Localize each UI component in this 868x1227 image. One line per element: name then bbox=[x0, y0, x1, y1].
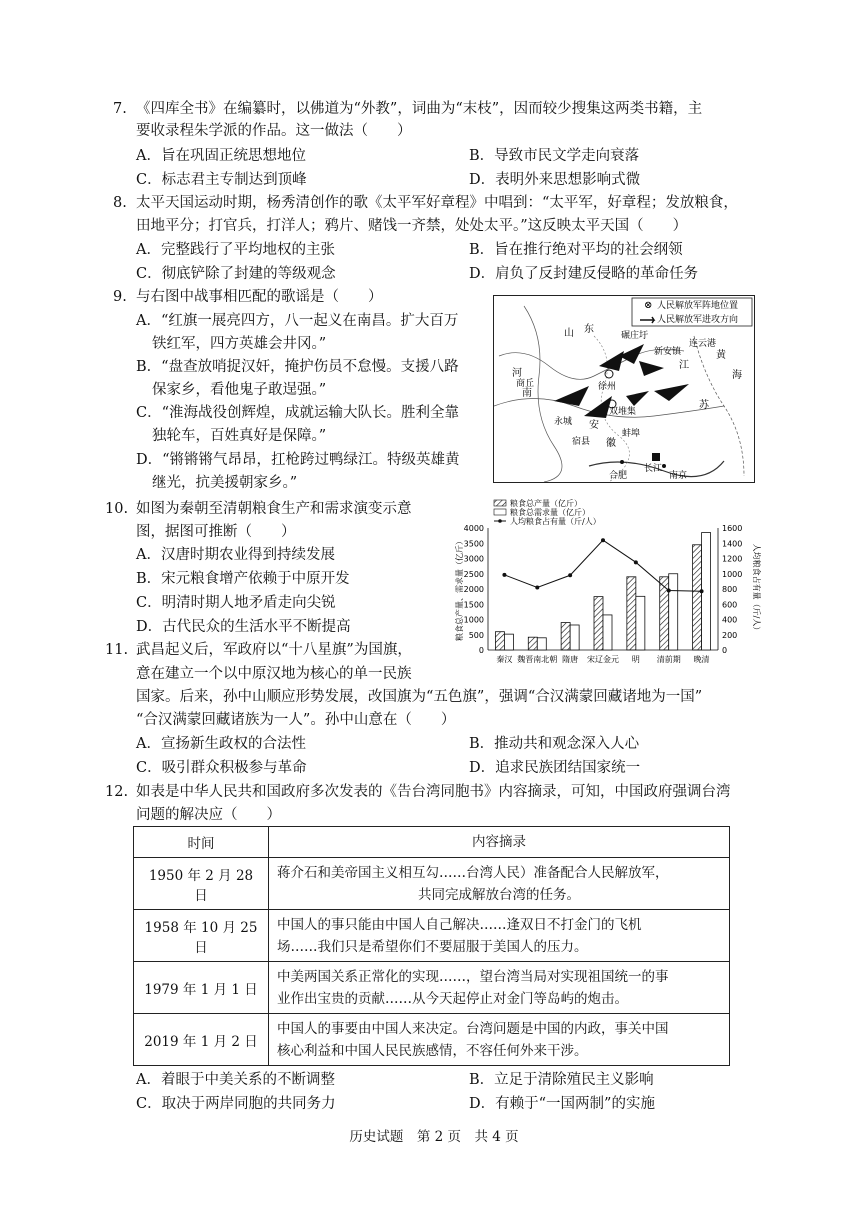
x-tick-label: 明 bbox=[631, 655, 640, 664]
q7-option-b[interactable]: B．导致市民文学走向衰落 bbox=[469, 148, 640, 164]
content-line: 中国人的事只能由中国人自己解决……逢双日不打金门的飞机 bbox=[277, 916, 642, 933]
q12-stem-line1: 如表是中华人民共和国政府多次发表的《告台湾同胞书》内容摘录，可知，中国政府强调台湾 bbox=[136, 784, 731, 800]
per-capita-point bbox=[568, 573, 572, 577]
per-capita-point bbox=[535, 585, 539, 589]
map-label: 长江 bbox=[644, 464, 663, 474]
per-capita-point bbox=[634, 560, 638, 564]
content-line: 中国人的事要由中国人来决定。台湾问题是中国的内政，事关中国 bbox=[277, 1020, 669, 1037]
q10-stem-line2: 图，据图可推断（ ） bbox=[136, 524, 296, 540]
q12-option-c[interactable]: C．取决于两岸同胞的共同务力 bbox=[136, 1096, 336, 1112]
x-tick-label: 晚清 bbox=[693, 655, 710, 664]
q10-option-c[interactable]: C．明清时期人地矛盾走向尖锐 bbox=[136, 595, 336, 611]
q11-stem-line2: 意在建立一个以中原汉地为核心的单一民族 bbox=[136, 666, 412, 682]
y-tick-label: 3500 bbox=[463, 539, 484, 549]
y-tick-label: 2500 bbox=[463, 569, 484, 579]
legend-swatch-percapita-dot bbox=[498, 519, 502, 523]
y-tick-label: 2000 bbox=[463, 585, 484, 594]
legend-swatch-demand bbox=[494, 509, 506, 515]
map-label: 安 bbox=[589, 420, 599, 431]
y-tick-label: 4000 bbox=[463, 524, 484, 533]
map-label: 连云港 bbox=[689, 339, 717, 349]
content-line: 蒋介石和美帝国主义相互勾……台湾人民）准备配合人民解放军， bbox=[277, 864, 669, 881]
table-row bbox=[134, 910, 730, 962]
q8-stem-line2: 田地平分；打官兵，打洋人；鸦片、赌饯一齐禁，处处太平。”这反映太平天国（ ） bbox=[136, 218, 688, 234]
map-label: 碾庄圩 bbox=[621, 331, 649, 341]
legend-demand: 粮食总需求量（亿斤） bbox=[510, 508, 590, 517]
q9-option-c[interactable]: C．“淮海战役创辉煌，成就运输大队长。胜利全靠 bbox=[136, 405, 460, 421]
bar-demand bbox=[570, 625, 579, 650]
q8-option-b[interactable]: B．旨在推行绝对平均的社会纲领 bbox=[469, 242, 683, 258]
q9-stem: 与右图中战事相匹配的歌谣是（ ） bbox=[136, 289, 383, 305]
table-cell-time: 1979 年 1 月 1 日 bbox=[134, 962, 269, 1014]
map-label: 河 bbox=[512, 368, 522, 379]
q10-stem-line1: 如图为秦朝至清朝粮食生产和需求演变示意 bbox=[136, 501, 412, 517]
svg-text:⊗: ⊗ bbox=[644, 300, 653, 311]
legend-percapita: 人均粮食占有量（斤/人） bbox=[510, 517, 601, 526]
q10-number: 10. bbox=[105, 501, 129, 517]
y2-tick-label: 200 bbox=[722, 630, 738, 640]
x-tick-label: 魏晋南北朝 bbox=[517, 655, 558, 664]
table-cell-content bbox=[269, 1014, 730, 1066]
q7-option-d[interactable]: D．表明外来思想影响式微 bbox=[469, 172, 641, 188]
bar-demand bbox=[537, 638, 546, 650]
q12-option-b[interactable]: B．立足于清除殖民主义影响 bbox=[469, 1072, 654, 1088]
x-tick-label: 宋辽金元 bbox=[587, 655, 619, 664]
table-header-content: 内容摘录 bbox=[269, 827, 730, 858]
map-label: 商丘 bbox=[516, 379, 535, 389]
table-row bbox=[134, 962, 730, 1014]
per-capita-point bbox=[700, 589, 704, 593]
table-row bbox=[134, 1014, 730, 1066]
q8-option-a[interactable]: A．完整践行了平均地权的主张 bbox=[136, 242, 335, 258]
table-cell-time: 2019 年 1 月 2 日 bbox=[134, 1014, 269, 1066]
y2-tick-label: 1000 bbox=[722, 569, 743, 579]
content-line: 业作出宝贵的贡献……从今天起停止对金门等岛屿的炮击。 bbox=[277, 990, 628, 1007]
map-label: 永城 bbox=[554, 417, 573, 427]
page-footer: 历史试题 第 2 页 共 4 页 bbox=[349, 1129, 519, 1145]
legend-production: 粮食总产量（亿斤） bbox=[510, 499, 582, 508]
q11-stem-line3: 国家。后来，孙中山顺应形势发展，改国旗为“五色旗”，强调“合汉满蒙回藏诸地为一国” bbox=[136, 689, 703, 705]
y2-tick-label: 1600 bbox=[722, 524, 743, 533]
map-legend-attack: 人民解放军进攻方向 bbox=[657, 315, 739, 325]
bar-demand bbox=[603, 615, 612, 650]
q10-option-b[interactable]: B．宋元粮食增产依赖于中原开发 bbox=[136, 571, 350, 587]
content-line: 共同完成解放台湾的任务。 bbox=[418, 886, 580, 903]
q10-option-d[interactable]: D．古代民众的生活水平不断提高 bbox=[136, 619, 351, 635]
y2-tick-label: 600 bbox=[722, 600, 738, 610]
x-tick-label: 清前期 bbox=[656, 655, 681, 664]
q11-number: 11. bbox=[105, 642, 129, 658]
y-tick-label: 1500 bbox=[463, 600, 484, 610]
table-cell-time: 1958 年 10 月 25 日 bbox=[134, 910, 269, 962]
battle-map bbox=[493, 295, 755, 483]
y-tick-label: 1000 bbox=[463, 615, 484, 625]
map-label: 新安镇 bbox=[654, 347, 682, 357]
per-capita-point bbox=[667, 589, 671, 593]
y2-tick-label: 800 bbox=[722, 585, 738, 594]
q12-stem-line2: 问题的解决应（ ） bbox=[136, 807, 281, 823]
bar-production bbox=[627, 577, 636, 650]
table-row bbox=[134, 858, 730, 910]
y2-tick-label: 1400 bbox=[722, 539, 743, 549]
map-label: 徐州 bbox=[598, 382, 617, 392]
y2-tick-label: 0 bbox=[722, 646, 728, 655]
q8-option-c[interactable]: C．彻底铲除了封建的等级观念 bbox=[136, 266, 336, 282]
map-label: 蚌埠 bbox=[622, 429, 641, 439]
table-cell-time: 1950 年 2 月 28 日 bbox=[134, 858, 269, 910]
y2-tick-label: 1200 bbox=[722, 554, 743, 564]
bar-production bbox=[561, 623, 570, 650]
content-line: 中美两国关系正常化的实现……，望台湾当局对实现祖国统一的事 bbox=[277, 968, 669, 985]
q9-number: 9. bbox=[113, 289, 127, 305]
map-label: 双堆集 bbox=[609, 407, 637, 417]
bar-demand bbox=[669, 574, 678, 650]
map-label: 宿县 bbox=[572, 437, 591, 447]
map-label: 东 bbox=[584, 324, 594, 335]
q7-number: 7. bbox=[113, 101, 127, 117]
q12-number: 12. bbox=[105, 784, 129, 800]
q7-option-c[interactable]: C．标志君主专制达到顶峰 bbox=[136, 172, 307, 188]
q9-option-a[interactable]: A．“红旗一展亮四方，八一起义在南昌。扩大百万 bbox=[136, 313, 459, 329]
q9-option-c-cont: 独轮车，百姓真好是保障。” bbox=[152, 428, 327, 444]
q12-option-a[interactable]: A．着眼于中美关系的不断调整 bbox=[136, 1072, 335, 1088]
q7-option-a[interactable]: A．旨在巩固正统思想地位 bbox=[136, 148, 306, 164]
grain-chart bbox=[436, 498, 764, 668]
per-capita-point bbox=[502, 573, 506, 577]
bar-production bbox=[660, 577, 669, 650]
q9-option-b-cont: 保家乡，看他鬼子敢逞强。” bbox=[152, 382, 327, 398]
q11-option-c[interactable]: C．吸引群众积极参与革命 bbox=[136, 760, 307, 776]
map-label: 山 bbox=[564, 328, 574, 339]
bar-production bbox=[693, 545, 702, 650]
content-line: 核心利益和中国人民民族感情，不容任何外来干涉。 bbox=[277, 1042, 588, 1059]
q11-option-d[interactable]: D．追求民族团结国家统一 bbox=[469, 760, 641, 776]
q8-number: 8. bbox=[113, 195, 127, 211]
x-tick-label: 隋唐 bbox=[562, 655, 579, 664]
map-label: 南 bbox=[522, 388, 532, 399]
bar-demand bbox=[636, 596, 645, 650]
q9-option-d-cont: 继光，抗美援朝家乡。” bbox=[152, 475, 298, 491]
battle-map-svg bbox=[494, 296, 754, 482]
table-header-row bbox=[134, 827, 730, 858]
q9-option-b[interactable]: B．“盘查放哨捉汉奸，掩护伤员不怠慢。支援八路 bbox=[136, 359, 459, 375]
table-header-time: 时间 bbox=[134, 827, 269, 858]
bar-production bbox=[594, 597, 603, 650]
letters-table bbox=[133, 826, 730, 1066]
q9-option-d[interactable]: D．“锵锵锵气昂昂，扛枪跨过鸭绿江。特级英雄黄 bbox=[136, 452, 460, 468]
q11-option-b[interactable]: B．推动共和观念深入人心 bbox=[469, 736, 640, 752]
per-capita-point bbox=[601, 538, 605, 542]
y-tick-label: 3000 bbox=[463, 554, 484, 564]
legend-swatch-production bbox=[494, 500, 506, 506]
q7-stem-line2: 要收录程朱学派的作品。这一做法（ ） bbox=[136, 123, 412, 139]
map-label: 海 bbox=[732, 370, 742, 381]
q8-option-d[interactable]: D．肩负了反封建反侵略的革命任务 bbox=[469, 266, 699, 282]
q10-option-a[interactable]: A．汉唐时期农业得到持续发展 bbox=[136, 547, 335, 563]
bar-production bbox=[495, 632, 504, 650]
table-cell-content bbox=[269, 858, 730, 910]
map-label: 南京 bbox=[669, 471, 688, 481]
q8-stem-line1: 太平天国运动时期，杨秀清创作的歌《太平军好章程》中唱到：“太平军，好章程；发放粮食， bbox=[136, 195, 738, 211]
y-tick-label: 0 bbox=[478, 646, 484, 655]
bar-production bbox=[528, 637, 537, 650]
q11-option-a[interactable]: A．宣扬新生政权的合法性 bbox=[136, 736, 306, 752]
q9-option-a-cont: 铁红军，四方英雄会井冈。” bbox=[152, 336, 327, 352]
q12-option-d[interactable]: D．有赖于“一国两制”的实施 bbox=[469, 1096, 655, 1112]
y2-axis-label: 人均粮食占有量（斤/人） bbox=[752, 543, 761, 635]
table-cell-content bbox=[269, 962, 730, 1014]
table-cell-content bbox=[269, 910, 730, 962]
map-label: 徽 bbox=[606, 438, 616, 449]
q11-stem-line1: 武昌起义后，军政府以“十八星旗”为国旗， bbox=[136, 642, 412, 658]
map-label: 苏 bbox=[699, 400, 709, 411]
map-label: 黄 bbox=[716, 350, 726, 361]
map-legend-position: 人民解放军阵地位置 bbox=[657, 301, 739, 311]
bar-demand bbox=[504, 634, 513, 650]
x-tick-label: 秦汉 bbox=[496, 655, 513, 664]
map-label: 江 bbox=[679, 360, 689, 371]
map-label: 合肥 bbox=[609, 471, 628, 481]
content-line: 场……我们只是希望你们不要屈服于美国人的压力。 bbox=[277, 938, 588, 955]
q7-stem-line1: 《四库全书》在编纂时，以佛道为“外教”，词曲为“末枝”，因而较少搜集这两类书籍，主 bbox=[136, 101, 703, 117]
q11-stem-line4: “合汉满蒙回藏诸族为一人”。孙中山意在（ ） bbox=[136, 712, 456, 728]
y2-tick-label: 400 bbox=[722, 615, 738, 625]
y-axis-label: 粮食总产量、需求量（亿斤） bbox=[455, 537, 464, 641]
y-tick-label: 500 bbox=[468, 630, 484, 640]
